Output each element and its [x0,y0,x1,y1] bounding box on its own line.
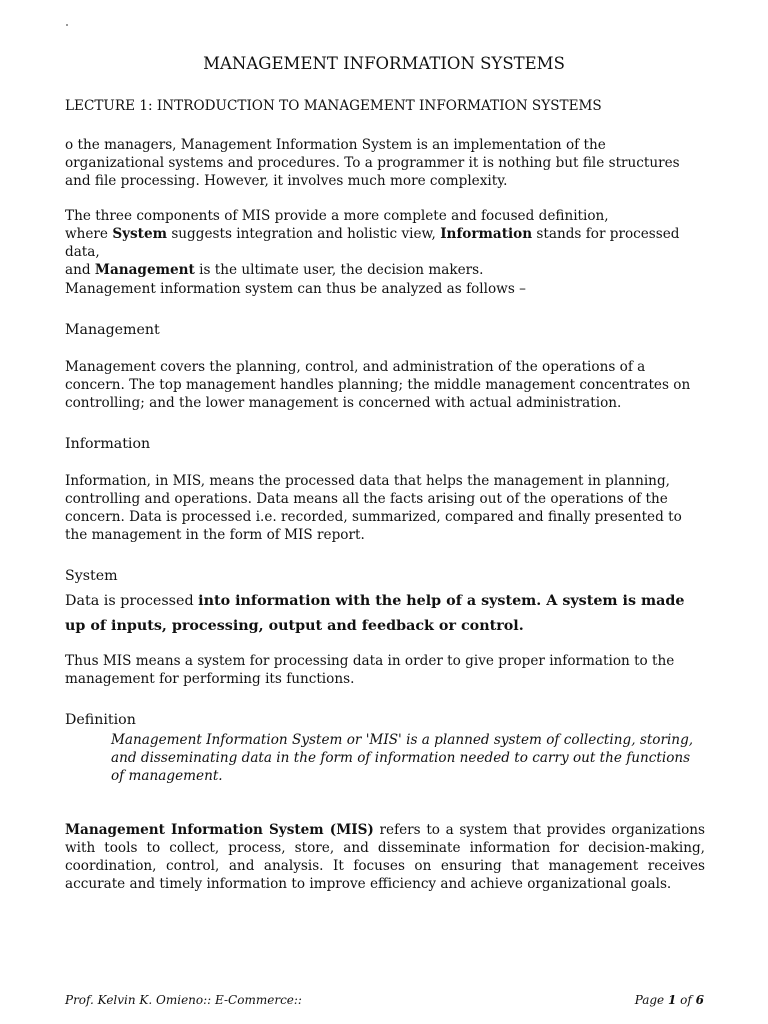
mis-term: Management Information System (MIS) [65,822,374,838]
management-heading: Management [65,322,160,338]
system-desc: suggests integration and holistic view, [167,226,441,242]
definition-quote: Management Information System or 'MIS' is a planned system of collecting, storing, and disseminating data in the form of information needed to carry out the functions of management. [111,732,694,784]
mis-text: refers to a system that provides organizations with tools to collect, process, store, and disseminate information for decision-making, coordination, control, and analysis. It focuses on ensuring that management receives accurate and timely information to improve efficiency and achieve organizational goals. [65,822,706,892]
page-of: of [676,993,696,1007]
term-system: System [112,226,167,242]
thus-paragraph: Thus MIS means a system for processing data in order to give proper information to the management for performing its functions. [65,653,675,687]
footer-page-number [635,991,704,1009]
analyzed-paragraph: Management information system can thus be analyzed as follows – [65,281,526,297]
information-heading: Information [65,436,151,452]
page-total: 6 [695,993,704,1007]
system-text-bold: into information with the help of a system. A system is made up of inputs, processing, output and feedback or control. [65,593,685,634]
management-paragraph: Management covers the planning, control, and administration of the operations of a concern. The top management handles planning; the middle management concentrates on controlling; and the lower management is concerned with actual administration. [65,359,691,411]
page-current: 1 [667,993,677,1007]
components-line1: The three components of MIS provide a more complete and focused definition, [65,208,609,224]
footer-author: Prof. Kelvin K. Omieno:: E-Commerce:: [65,993,302,1007]
mis-paragraph [65,821,705,893]
definition-heading: Definition [65,712,136,728]
system-heading: System [65,568,118,584]
page-label: Page [634,993,668,1007]
components-where: where [65,226,113,242]
components-and: and [65,262,95,278]
system-text-plain: Data is processed [65,593,199,609]
components-paragraph [65,207,705,279]
document-title: MANAGEMENT INFORMATION SYSTEMS [203,54,565,73]
term-management: Management [94,262,195,278]
management-desc: is the ultimate user, the decision makers. [194,262,484,278]
information-desc: stands for processed data, [65,226,680,260]
page-mark [66,24,68,26]
system-paragraph [65,589,705,639]
term-information: Information [440,226,533,242]
intro-paragraph: o the managers, Management Information System is an implementation of the organizational systems and procedures. To a programmer it is nothing but file structures and file processing. However, it involves much more complexity. [65,137,680,189]
lecture-heading: LECTURE 1: INTRODUCTION TO MANAGEMENT INFORMATION SYSTEMS [65,98,602,114]
information-paragraph: Information, in MIS, means the processed data that helps the management in planning, controlling and operations. Data means all the facts arising out of the operations of the concern. Data is processed i.e. recorded, summarized, compared and finally presented to the management in the form of MIS report. [65,473,682,543]
